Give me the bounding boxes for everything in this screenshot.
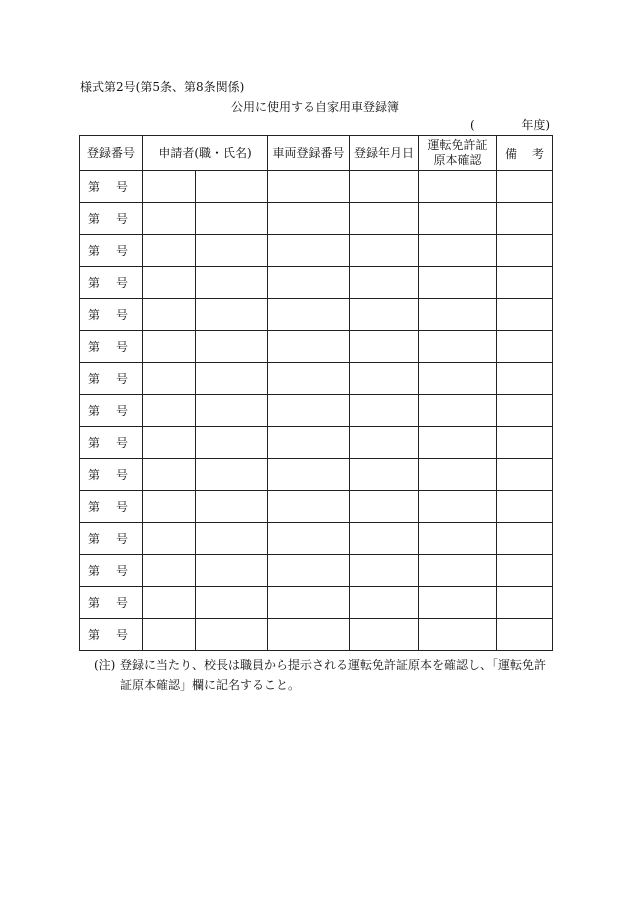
- registration-number-cell[interactable]: [80, 395, 143, 427]
- vehicle-registration-number-cell[interactable]: [268, 619, 350, 651]
- registration-number-cell[interactable]: [80, 523, 143, 555]
- form-number-label: 様式第2号(第5条、第8条関係): [80, 80, 245, 94]
- vehicle-registration-number-cell[interactable]: [268, 331, 350, 363]
- table-row: [80, 299, 553, 331]
- remarks-cell[interactable]: [497, 299, 553, 331]
- row-prefix: 第: [88, 596, 101, 610]
- remarks-cell[interactable]: [497, 267, 553, 299]
- row-suffix: 号: [115, 500, 128, 514]
- registration-date-cell[interactable]: [350, 427, 419, 459]
- applicant-title-cell[interactable]: [143, 491, 196, 523]
- remarks-cell[interactable]: [497, 587, 553, 619]
- registry-table-body: [80, 171, 553, 651]
- registration-date-cell[interactable]: [350, 491, 419, 523]
- vehicle-registration-number-cell[interactable]: [268, 363, 350, 395]
- vehicle-registration-number-cell[interactable]: [268, 235, 350, 267]
- remarks-cell[interactable]: [497, 331, 553, 363]
- license-check-cell[interactable]: [419, 331, 497, 363]
- table-row: [80, 363, 553, 395]
- registration-date-cell[interactable]: [350, 203, 419, 235]
- registration-number-cell[interactable]: [80, 299, 143, 331]
- table-row: [80, 523, 553, 555]
- row-prefix: 第: [88, 564, 101, 578]
- row-suffix: 号: [115, 308, 128, 322]
- registration-number-cell[interactable]: [80, 203, 143, 235]
- registry-table: [79, 135, 553, 651]
- vehicle-registration-number-cell[interactable]: [268, 523, 350, 555]
- applicant-name-cell[interactable]: [196, 491, 268, 523]
- row-prefix: 第: [88, 244, 101, 258]
- applicant-title-cell[interactable]: [143, 267, 196, 299]
- row-suffix: 号: [115, 212, 128, 226]
- license-check-cell[interactable]: [419, 203, 497, 235]
- applicant-name-cell[interactable]: [196, 555, 268, 587]
- row-prefix: 第: [88, 276, 101, 290]
- vehicle-registration-number-cell[interactable]: [268, 587, 350, 619]
- license-check-cell[interactable]: [419, 427, 497, 459]
- applicant-title-cell[interactable]: [143, 427, 196, 459]
- row-prefix: 第: [88, 340, 101, 354]
- fiscal-year-label: 年度): [521, 118, 550, 132]
- registration-number-cell[interactable]: [80, 619, 143, 651]
- registration-date-cell[interactable]: [350, 459, 419, 491]
- header-registration-number: 登録番号: [80, 136, 143, 171]
- table-row: [80, 235, 553, 267]
- table-row: [80, 619, 553, 651]
- applicant-title-cell[interactable]: [143, 555, 196, 587]
- applicant-name-cell[interactable]: [196, 203, 268, 235]
- registration-number-cell[interactable]: [80, 427, 143, 459]
- applicant-name-cell[interactable]: [196, 523, 268, 555]
- applicant-title-cell[interactable]: [143, 363, 196, 395]
- row-suffix: 号: [115, 404, 128, 418]
- table-row: [80, 203, 553, 235]
- row-prefix: 第: [88, 500, 101, 514]
- document-title: 公用に使用する自家用車登録簿: [230, 100, 399, 114]
- registration-number-cell[interactable]: [80, 459, 143, 491]
- row-prefix: 第: [88, 628, 101, 642]
- header-vehicle-registration-number: 車両登録番号: [268, 136, 350, 171]
- header-applicant: 申請者(職・氏名): [143, 136, 268, 171]
- applicant-title-cell[interactable]: [143, 203, 196, 235]
- row-suffix: 号: [115, 340, 128, 354]
- license-check-cell[interactable]: [419, 523, 497, 555]
- row-suffix: 号: [115, 468, 128, 482]
- footnote-mark: (注): [94, 658, 116, 672]
- applicant-title-cell[interactable]: [143, 171, 196, 203]
- license-check-cell[interactable]: [419, 555, 497, 587]
- table-row: [80, 459, 553, 491]
- applicant-name-cell[interactable]: [196, 235, 268, 267]
- table-row: [80, 267, 553, 299]
- registration-number-cell[interactable]: [80, 331, 143, 363]
- applicant-title-cell[interactable]: [143, 331, 196, 363]
- remarks-cell[interactable]: [497, 363, 553, 395]
- row-suffix: 号: [115, 564, 128, 578]
- registration-date-cell[interactable]: [350, 619, 419, 651]
- row-suffix: 号: [115, 436, 128, 450]
- applicant-title-cell[interactable]: [143, 235, 196, 267]
- registration-date-cell[interactable]: [350, 363, 419, 395]
- license-check-cell[interactable]: [419, 587, 497, 619]
- registration-date-cell[interactable]: [350, 235, 419, 267]
- applicant-name-cell[interactable]: [196, 395, 268, 427]
- vehicle-registration-number-cell[interactable]: [268, 427, 350, 459]
- remarks-cell[interactable]: [497, 523, 553, 555]
- registration-number-cell[interactable]: [80, 363, 143, 395]
- vehicle-registration-number-cell[interactable]: [268, 395, 350, 427]
- license-check-cell[interactable]: [419, 619, 497, 651]
- registration-number-cell[interactable]: [80, 555, 143, 587]
- applicant-name-cell[interactable]: [196, 619, 268, 651]
- remarks-cell[interactable]: [497, 427, 553, 459]
- license-check-cell[interactable]: [419, 235, 497, 267]
- remarks-cell[interactable]: [497, 395, 553, 427]
- registration-date-cell[interactable]: [350, 395, 419, 427]
- license-check-cell[interactable]: [419, 363, 497, 395]
- table-row: [80, 491, 553, 523]
- remarks-cell[interactable]: [497, 555, 553, 587]
- table-row: [80, 427, 553, 459]
- applicant-name-cell[interactable]: [196, 363, 268, 395]
- license-check-cell[interactable]: [419, 171, 497, 203]
- vehicle-registration-number-cell[interactable]: [268, 491, 350, 523]
- registration-date-cell[interactable]: [350, 555, 419, 587]
- table-row: [80, 555, 553, 587]
- applicant-title-cell[interactable]: [143, 587, 196, 619]
- row-prefix: 第: [88, 180, 101, 194]
- registration-date-cell[interactable]: [350, 331, 419, 363]
- registration-date-cell[interactable]: [350, 587, 419, 619]
- registration-date-cell[interactable]: [350, 523, 419, 555]
- remarks-cell[interactable]: [497, 171, 553, 203]
- registration-date-cell[interactable]: [350, 299, 419, 331]
- applicant-name-cell[interactable]: [196, 299, 268, 331]
- row-prefix: 第: [88, 532, 101, 546]
- row-suffix: 号: [115, 276, 128, 290]
- vehicle-registration-number-cell[interactable]: [268, 267, 350, 299]
- license-check-cell[interactable]: [419, 267, 497, 299]
- row-suffix: 号: [115, 244, 128, 258]
- table-row: [80, 395, 553, 427]
- applicant-name-cell[interactable]: [196, 427, 268, 459]
- applicant-name-cell[interactable]: [196, 459, 268, 491]
- remarks-cell[interactable]: [497, 491, 553, 523]
- header-license-original-check: 運転免許証原本確認: [419, 136, 497, 171]
- row-prefix: 第: [88, 308, 101, 322]
- vehicle-registration-number-cell[interactable]: [268, 555, 350, 587]
- table-header-row: [80, 136, 553, 171]
- fiscal-year-field: [470, 118, 550, 132]
- vehicle-registration-number-cell[interactable]: [268, 299, 350, 331]
- remarks-cell[interactable]: [497, 459, 553, 491]
- row-prefix: 第: [88, 468, 101, 482]
- row-suffix: 号: [115, 596, 128, 610]
- registration-date-cell[interactable]: [350, 267, 419, 299]
- row-prefix: 第: [88, 404, 101, 418]
- registration-number-cell[interactable]: [80, 587, 143, 619]
- row-prefix: 第: [88, 436, 101, 450]
- applicant-name-cell[interactable]: [196, 171, 268, 203]
- header-registration-date: 登録年月日: [350, 136, 419, 171]
- license-check-cell[interactable]: [419, 395, 497, 427]
- vehicle-registration-number-cell[interactable]: [268, 459, 350, 491]
- table-row: [80, 331, 553, 363]
- applicant-title-cell[interactable]: [143, 299, 196, 331]
- row-suffix: 号: [115, 180, 128, 194]
- license-check-cell[interactable]: [419, 299, 497, 331]
- applicant-title-cell[interactable]: [143, 523, 196, 555]
- remarks-cell[interactable]: [497, 203, 553, 235]
- registration-number-cell[interactable]: [80, 171, 143, 203]
- row-suffix: 号: [115, 372, 128, 386]
- table-row: [80, 171, 553, 203]
- remarks-cell[interactable]: [497, 619, 553, 651]
- registration-number-cell[interactable]: [80, 491, 143, 523]
- applicant-title-cell[interactable]: [143, 395, 196, 427]
- applicant-name-cell[interactable]: [196, 331, 268, 363]
- row-suffix: 号: [115, 628, 128, 642]
- table-row: [80, 587, 553, 619]
- applicant-title-cell[interactable]: [143, 619, 196, 651]
- registration-number-cell[interactable]: [80, 235, 143, 267]
- footnote: [94, 655, 554, 695]
- applicant-title-cell[interactable]: [143, 459, 196, 491]
- row-prefix: 第: [88, 212, 101, 226]
- license-check-cell[interactable]: [419, 459, 497, 491]
- applicant-name-cell[interactable]: [196, 587, 268, 619]
- fiscal-year-open-paren: (: [470, 118, 475, 132]
- row-suffix: 号: [115, 532, 128, 546]
- vehicle-registration-number-cell[interactable]: [268, 203, 350, 235]
- remarks-cell[interactable]: [497, 235, 553, 267]
- header-remarks: 備 考: [497, 136, 553, 171]
- footnote-text: 登録に当たり、校長は職員から提示される運転免許証原本を確認し、「運転免許証原本確認」欄に記名すること。: [120, 658, 547, 692]
- vehicle-registration-number-cell[interactable]: [268, 171, 350, 203]
- row-prefix: 第: [88, 372, 101, 386]
- applicant-name-cell[interactable]: [196, 267, 268, 299]
- registration-number-cell[interactable]: [80, 267, 143, 299]
- license-check-cell[interactable]: [419, 491, 497, 523]
- registration-date-cell[interactable]: [350, 171, 419, 203]
